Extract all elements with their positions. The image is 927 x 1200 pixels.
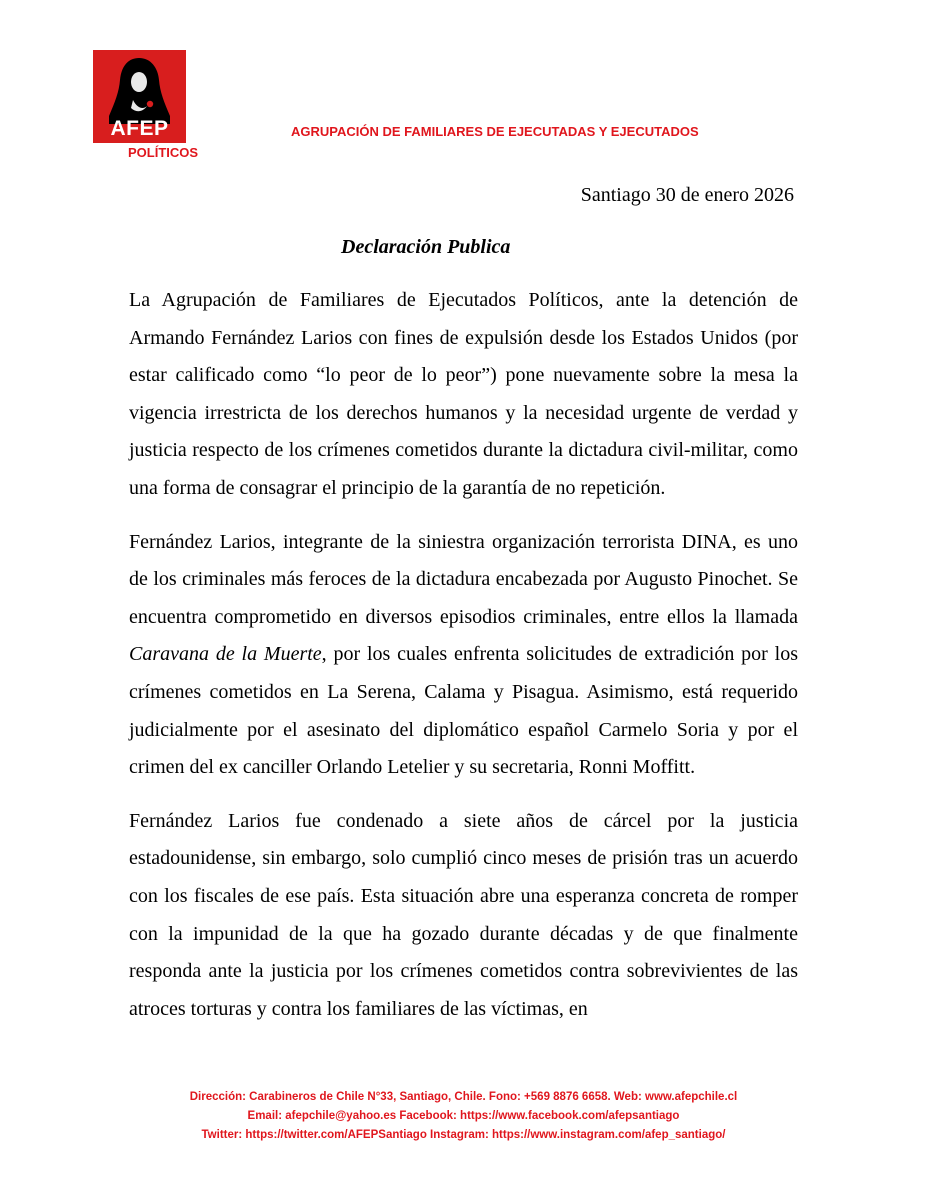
- document-body: [129, 282, 798, 1044]
- paragraph-2-text-a: Fernández Larios, integrante de la siniestra organización terrorista DINA, es uno de los criminales más feroces de la dictadura encabezada por Augusto Pinochet. Se encuentra comprometido en diversos episodios criminales, entre ellos la llamada: [129, 530, 798, 628]
- paragraph-3: Fernández Larios fue condenado a siete años de cárcel por la justicia estadounidense, sin embargo, solo cumplió cinco meses de prisión tras un acuerdo con los fiscales de ese país. Esta situación abre una esperanza concreta de romper con la impunidad de la que ha gozado durante décadas y de que finalmente responda ante la justicia por los crímenes cometidos contra sobrevivientes de las atroces torturas y contra los familiares de las víctimas, en: [129, 809, 798, 1020]
- org-name-line1: AGRUPACIÓN DE FAMILIARES DE EJECUTADAS Y EJECUTADOS: [291, 124, 699, 139]
- document-title: Declaración Publica: [341, 236, 511, 258]
- paragraph-1: La Agrupación de Familiares de Ejecutados Políticos, ante la detención de Armando Fernández Larios con fines de expulsión desde los Estados Unidos (por estar calificado como “lo peor de lo peor”) pone nuevamente sobre la mesa la vigencia irrestricta de los derechos humanos y la necesidad urgente de verdad y justicia respecto de los crímenes cometidos durante la dictadura civil-militar, como una forma de consagrar el principio de la garantía de no repetición.: [129, 289, 798, 499]
- document-date: Santiago 30 de enero 2026: [580, 184, 794, 206]
- org-name-line2: POLÍTICOS: [128, 145, 199, 160]
- footer-email-facebook-line: Email: afepchile@yahoo.es Facebook: https://www.facebook.com/afepsantiago: [247, 1110, 680, 1122]
- paragraph-2-text-b: , por los cuales enfrenta solicitudes de extradición por los crímenes cometidos en La Serena, Calama y Pisagua. Asimismo, está requerido judicialmente por el asesinato del diplomático español Carmelo Soria y por el crimen del ex canciller Orlando Letelier y su secretaria, Ronni Moffitt.: [129, 643, 798, 779]
- logo-wordmark: AFEP: [110, 117, 169, 140]
- paragraph-2: [129, 524, 798, 787]
- footer-social-line: Twitter: https://twitter.com/AFEPSantiago Instagram: https://www.instagram.com/afep_santiago/: [201, 1129, 726, 1141]
- footer-address-line: Dirección: Carabineros de Chile N°33, Santiago, Chile. Fono: +569 8876 6658. Web: www.afepchile.cl: [189, 1091, 738, 1103]
- contact-footer: [0, 1088, 927, 1145]
- afep-logo: [93, 50, 186, 143]
- caravana-de-la-muerte-italic: Caravana de la Muerte: [129, 643, 322, 666]
